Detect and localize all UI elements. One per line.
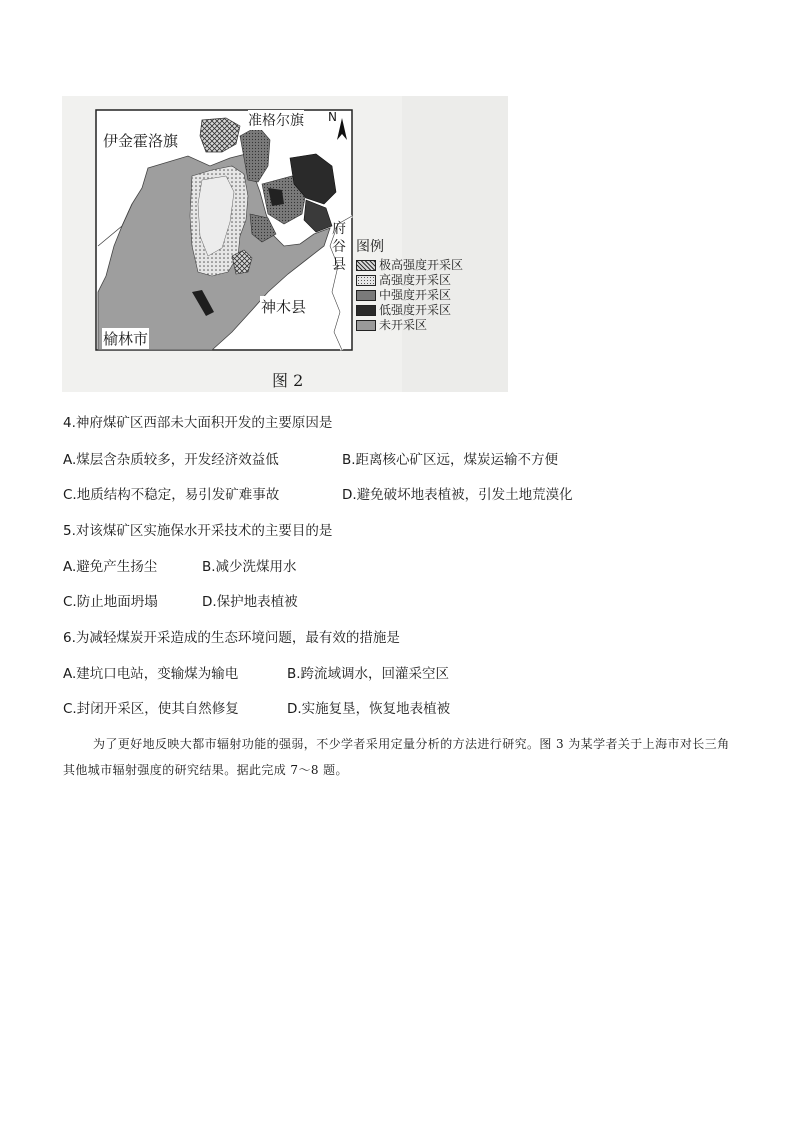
legend-item-low — [356, 303, 463, 318]
passage-paragraph: 为了更好地反映大都市辐射功能的强弱，不少学者采用定量分析的方法进行研究。图 3 为某学者关于上海市对长三角其他城市辐射强度的研究结果。据此完成 7～8 题。 — [63, 737, 730, 777]
label-north: N — [328, 110, 337, 124]
label-fugu-1: 府 — [332, 221, 346, 237]
legend-item-very-high — [356, 258, 463, 273]
legend-label: 高强度开采区 — [379, 273, 452, 287]
map-figure — [62, 96, 508, 392]
label-zhungeer: 准格尔旗 — [248, 110, 304, 130]
legend-item-high — [356, 273, 463, 288]
legend-swatch-solid-gray-icon — [356, 320, 376, 331]
question-4-option-d: D.避免破坏地表植被，引发土地荒漠化 — [342, 487, 573, 503]
legend-label: 未开采区 — [379, 318, 428, 332]
legend-item-unmined — [356, 318, 463, 333]
question-6-option-d: D.实施复垦，恢复地表植被 — [287, 701, 451, 717]
legend-swatch-dense-icon — [356, 290, 376, 301]
question-4-stem: 4.神府煤矿区西部未大面积开发的主要原因是 — [63, 415, 333, 431]
label-fugu — [332, 220, 348, 274]
legend-swatch-solid-dark-icon — [356, 305, 376, 316]
question-4-option-a: A.煤层含杂质较多，开发经济效益低 — [63, 452, 279, 468]
question-4-option-b: B.距离核心矿区远，煤炭运输不方便 — [342, 452, 559, 468]
legend-item-medium — [356, 288, 463, 303]
question-5-option-c: C.防止地面坍塌 — [63, 594, 158, 610]
legend-swatch-crosshatch-icon — [356, 260, 376, 271]
legend — [356, 240, 463, 333]
question-5-option-b: B.减少洗煤用水 — [202, 559, 297, 575]
question-5-stem: 5.对该煤矿区实施保水开采技术的主要目的是 — [63, 523, 333, 539]
label-shenmu: 神木县 — [261, 298, 307, 316]
figure-caption: 图 2 — [272, 371, 304, 390]
legend-title: 图例 — [356, 239, 384, 255]
question-6-option-a: A.建坑口电站，变输煤为输电 — [63, 666, 239, 682]
label-yulin: 榆林市 — [103, 330, 149, 348]
legend-swatch-dots-icon — [356, 275, 376, 286]
question-5-option-d: D.保护地表植被 — [202, 594, 298, 610]
question-6-option-b: B.跨流域调水，回灌采空区 — [287, 666, 450, 682]
label-fugu-2: 谷 — [332, 239, 346, 255]
question-6-option-c: C.封闭开采区，使其自然修复 — [63, 701, 239, 717]
question-4-option-c: C.地质结构不稳定，易引发矿难事故 — [63, 487, 280, 503]
legend-label: 极高强度开采区 — [379, 258, 464, 272]
label-yijinhuoluo: 伊金霍洛旗 — [103, 132, 179, 150]
legend-label: 中强度开采区 — [379, 288, 452, 302]
legend-label: 低强度开采区 — [379, 303, 452, 317]
question-6-stem: 6.为减轻煤炭开采造成的生态环境问题，最有效的措施是 — [63, 630, 400, 646]
question-5-option-a: A.避免产生扬尘 — [63, 559, 158, 575]
label-fugu-3: 县 — [332, 257, 346, 273]
